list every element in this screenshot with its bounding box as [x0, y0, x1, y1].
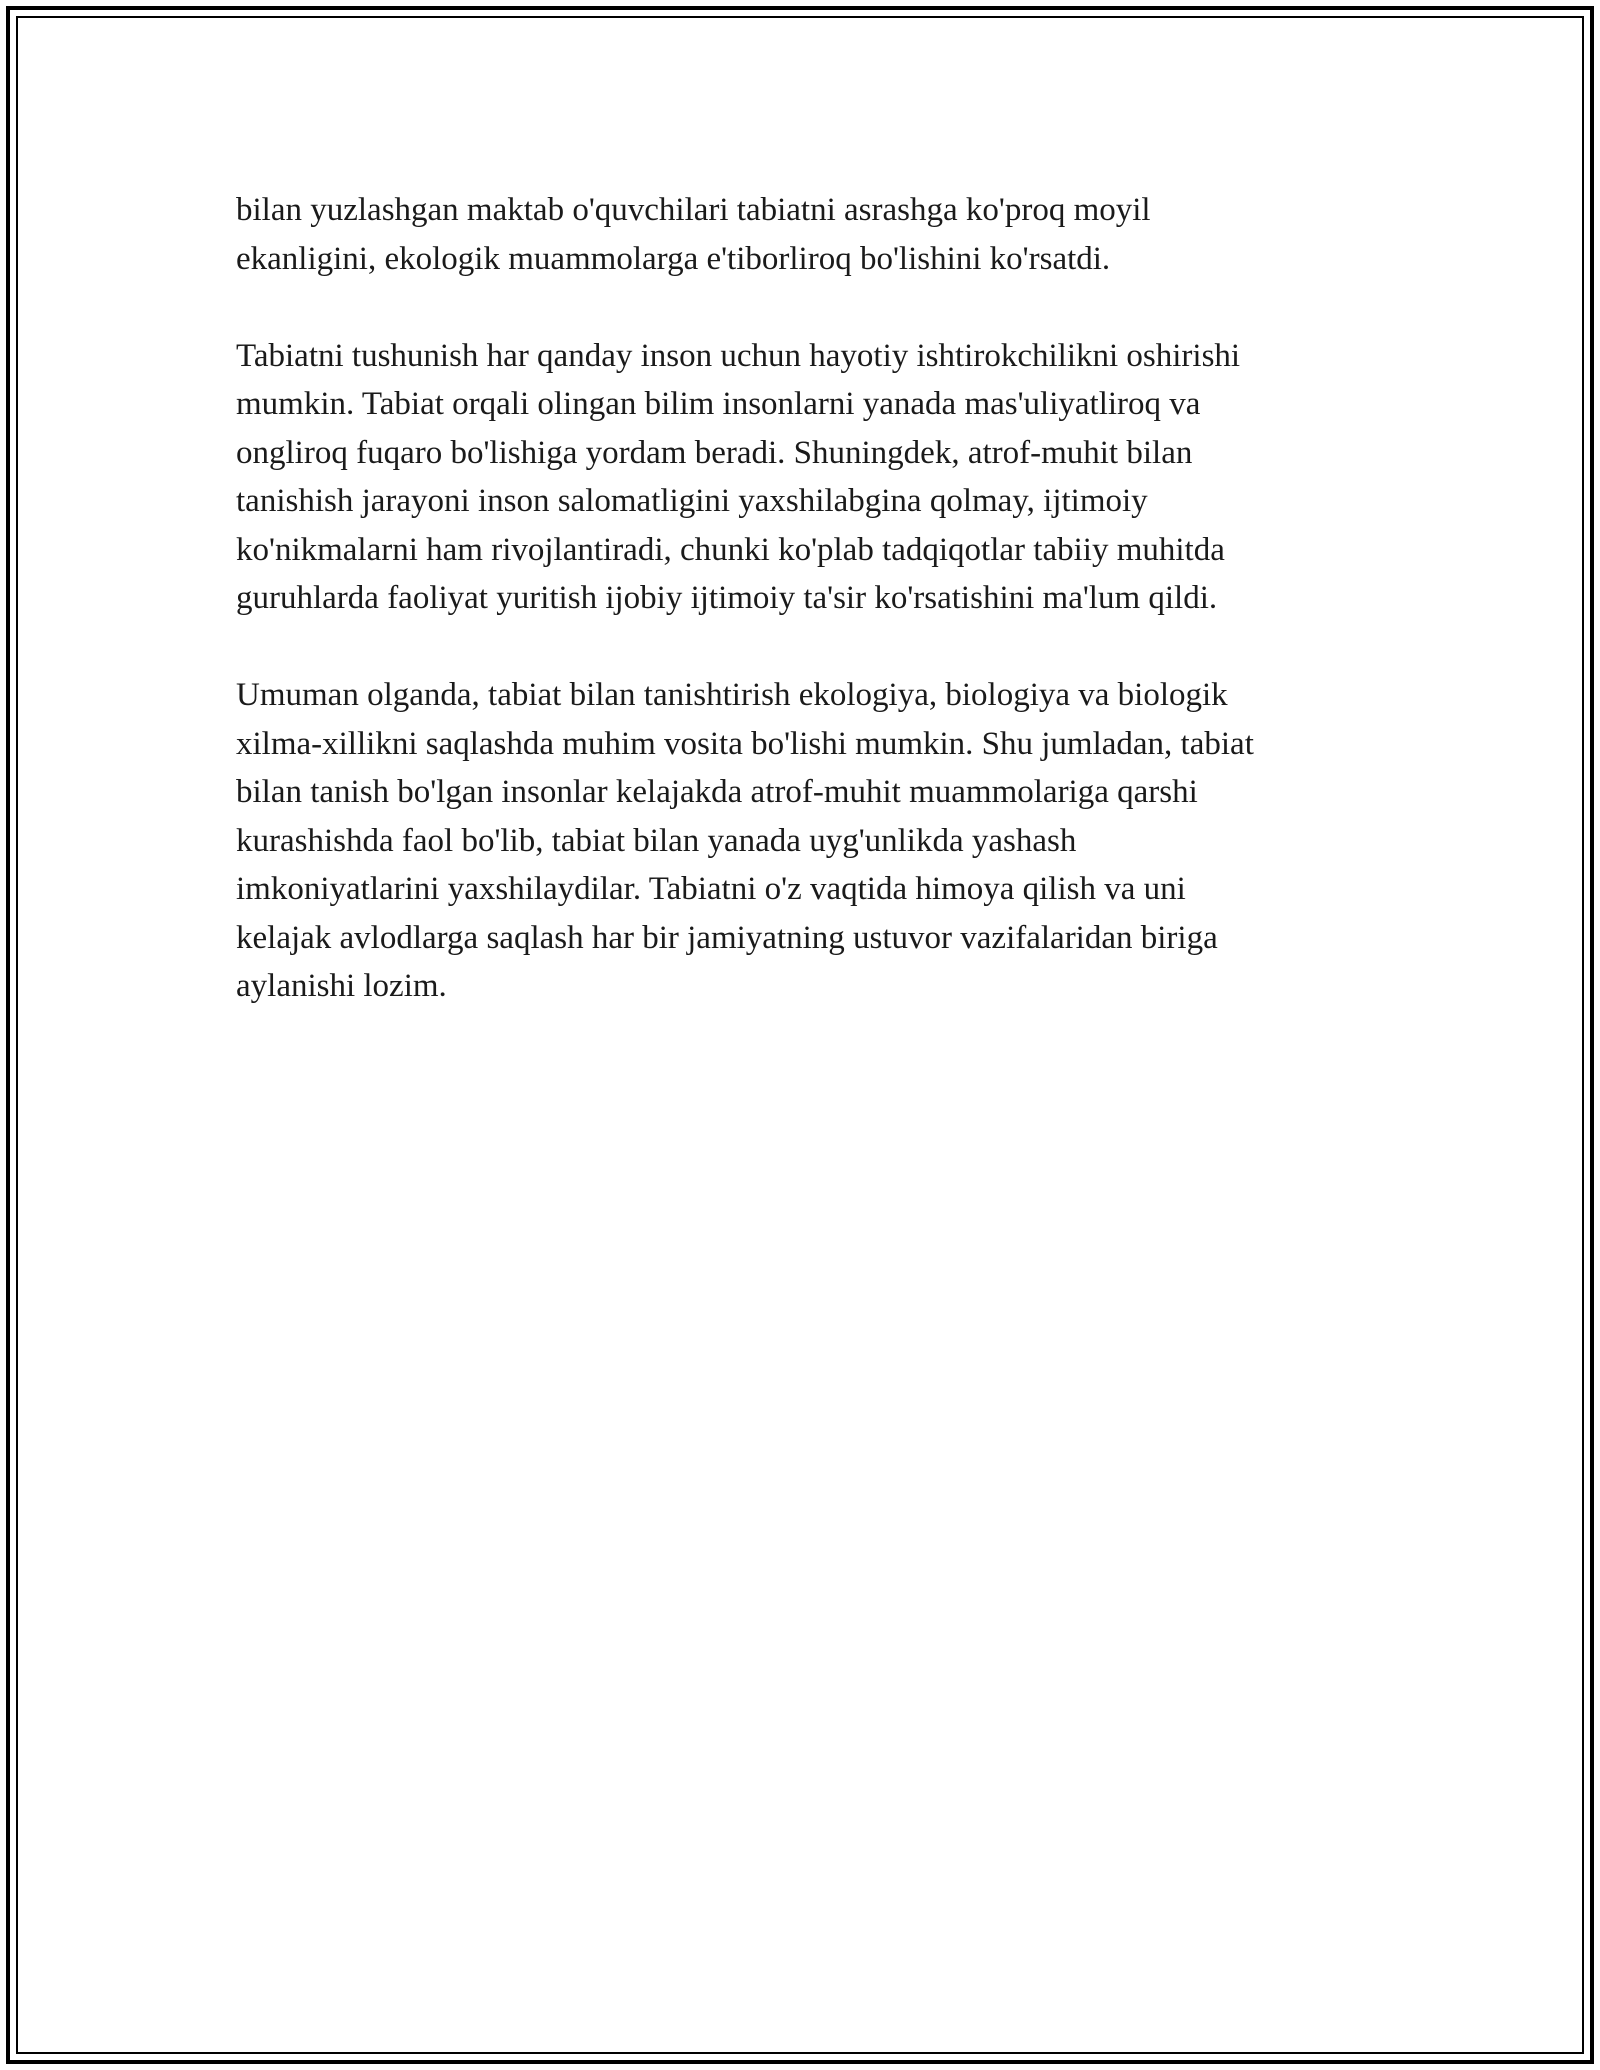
- text-line: xilma-xillikni saqlashda muhim vosita bo'lishi mumkin. Shu jumladan, tabiat: [236, 725, 1254, 762]
- text-line: Umuman olganda, tabiat bilan tanishtirish ekologiya, biologiya va biologik: [236, 677, 1228, 713]
- paragraph-3: [236, 671, 1406, 1011]
- text-line: bilan yuzlashgan maktab o'quvchilari tabiatni asrashga ko'proq moyil: [236, 192, 1151, 228]
- paragraph-1: [236, 186, 1406, 283]
- text-line: guruhlarda faoliyat yuritish ijobiy ijtimoiy ta'sir ko'rsatishini ma'lum qildi.: [236, 580, 1218, 616]
- document-body: [236, 186, 1406, 1059]
- text-line: imkoniyatlarini yaxshilaydilar. Tabiatni o'z vaqtida himoya qilish va uni: [236, 871, 1186, 907]
- text-line: mumkin. Tabiat orqali olingan bilim insonlarni yanada mas'uliyatliroq va: [236, 386, 1201, 422]
- text-line: Tabiatni tushunish har qanday inson uchun hayotiy ishtirokchilikni oshirishi: [236, 337, 1241, 374]
- text-line: kurashishda faol bo'lib, tabiat bilan yanada uyg'unlikda yashash: [236, 822, 1077, 859]
- text-line: bilan tanish bo'lgan insonlar kelajakda atrof-muhit muammolariga qarshi: [236, 774, 1198, 810]
- text-line: ongliroq fuqaro bo'lishiga yordam beradi. Shuningdek, atrof-muhit bilan: [236, 434, 1193, 471]
- text-line: aylanishi lozim.: [236, 968, 447, 1004]
- text-line: ekanligini, ekologik muammolarga e'tiborliroq bo'lishini ko'rsatdi.: [236, 240, 1111, 277]
- text-line: ko'nikmalarni ham rivojlantiradi, chunki ko'plab tadqiqotlar tabiiy muhitda: [236, 531, 1225, 568]
- paragraph-2: [236, 332, 1406, 623]
- text-line: tanishish jarayoni inson salomatligini yaxshilabgina qolmay, ijtimoiy: [236, 483, 1148, 519]
- text-line: kelajak avlodlarga saqlash har bir jamiyatning ustuvor vazifalaridan biriga: [236, 919, 1218, 956]
